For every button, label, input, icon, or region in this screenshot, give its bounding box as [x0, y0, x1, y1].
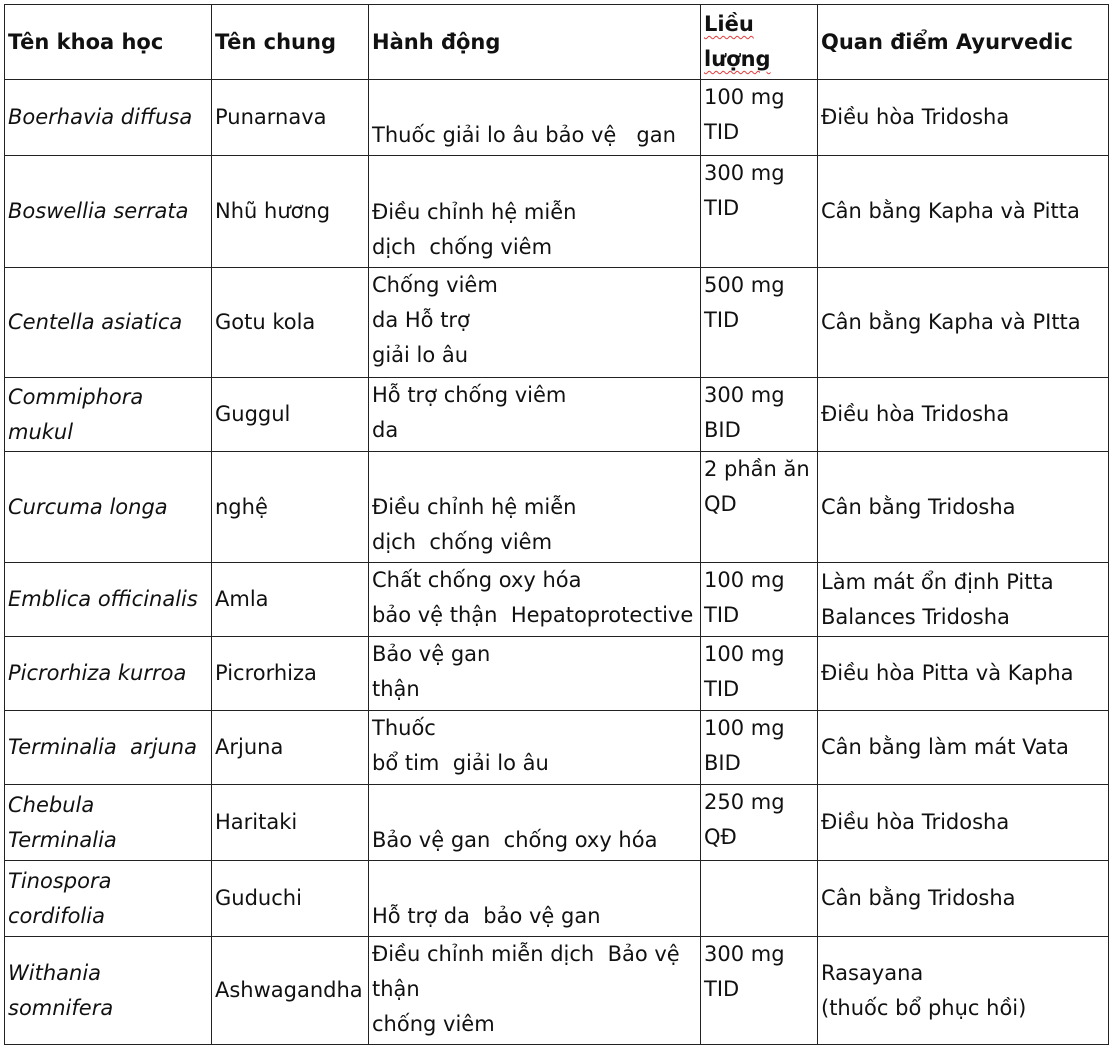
common-name-cell: nghệ	[212, 452, 369, 563]
ayurvedic-cell-line: Điều hòa Tridosha	[821, 402, 1010, 426]
ayurvedic-cell-line: Cân bằng làm mát Vata	[821, 735, 1069, 759]
header-ayurvedic: Quan điểm Ayurvedic	[818, 5, 1109, 80]
action-cell-line: Thuốc giải lo âu bảo vệ gan	[372, 123, 676, 147]
ayurvedic-cell-line: Balances Tridosha	[821, 604, 1010, 629]
scientific-name-cell-line: mukul	[8, 419, 74, 444]
header-dose-line1: Liều	[704, 12, 754, 36]
dose-cell	[701, 452, 818, 563]
ayurvedic-cell-line: Điều hòa Pitta và Kapha	[821, 661, 1074, 685]
action-cell-line: Hỗ trợ chống viêm	[372, 383, 567, 407]
dose-cell	[701, 156, 818, 268]
dose-cell	[701, 861, 818, 937]
scientific-name-cell	[5, 378, 212, 452]
dose-cell-line: TID	[704, 196, 740, 220]
ayurvedic-cell-line: Rasayana	[821, 960, 924, 985]
table-row	[5, 785, 1109, 861]
action-cell-line: giải lo âu	[372, 343, 469, 367]
scientific-name-cell-line: Boerhavia diffusa	[8, 105, 193, 129]
ayurvedic-cell	[818, 937, 1109, 1045]
scientific-name-cell-line: cordifolia	[8, 903, 105, 928]
action-cell-line: Bảo vệ gan	[372, 642, 491, 666]
scientific-name-cell-line: Commiphora	[8, 384, 144, 409]
header-common-name: Tên chung	[212, 5, 369, 80]
ayurvedic-cell-line: Điều hòa Tridosha	[821, 810, 1010, 834]
scientific-name-cell	[5, 785, 212, 861]
common-name-cell: Punarnava	[212, 80, 369, 156]
action-cell-line: Chống viêm	[372, 273, 498, 297]
scientific-name-cell	[5, 268, 212, 378]
dose-cell-line: 300 mg	[704, 161, 785, 185]
action-cell	[369, 156, 701, 268]
action-cell-line: Điều chỉnh miễn dịch Bảo vệ	[372, 942, 680, 966]
action-cell	[369, 452, 701, 563]
action-cell	[369, 861, 701, 937]
action-cell-line: Hỗ trợ da bảo vệ gan	[372, 904, 601, 928]
dose-cell-line: 100 mg	[704, 716, 785, 740]
ayurvedic-cell-line: Cân bằng Kapha và PItta	[821, 310, 1081, 334]
scientific-name-cell-line: Tinospora	[8, 868, 112, 893]
dose-cell-line: TID	[704, 977, 740, 1001]
scientific-name-cell-line: Curcuma longa	[8, 494, 168, 519]
table-row	[5, 80, 1109, 156]
dose-cell-line: 250 mg	[704, 790, 785, 814]
table-row	[5, 452, 1109, 563]
action-cell-line: da	[372, 418, 399, 442]
scientific-name-cell	[5, 937, 212, 1045]
action-cell	[369, 378, 701, 452]
action-cell-line: dịch chống viêm	[372, 235, 553, 259]
ayurvedic-cell-line: Cân bằng Kapha và Pitta	[821, 199, 1080, 223]
scientific-name-cell-line: Withania	[8, 960, 102, 985]
ayurvedic-cell	[818, 637, 1109, 711]
dose-cell-line: 300 mg	[704, 383, 785, 407]
ayurvedic-cell	[818, 378, 1109, 452]
scientific-name-cell	[5, 452, 212, 563]
ayurvedic-cell-line: (thuốc bổ phục hồi)	[821, 995, 1027, 1020]
table-row	[5, 268, 1109, 378]
action-cell	[369, 785, 701, 861]
action-cell-line: Điều chỉnh hệ miễn	[372, 495, 577, 519]
common-name-cell: Ashwagandha	[212, 937, 369, 1045]
action-cell	[369, 80, 701, 156]
dose-cell-line: 100 mg	[704, 85, 785, 109]
common-name-cell: Arjuna	[212, 711, 369, 785]
ayurvedic-cell-line: Cân bằng Tridosha	[821, 886, 1016, 910]
ayurvedic-cell-line: Làm mát ổn định Pitta	[821, 569, 1054, 594]
dose-cell-line: QD	[704, 492, 737, 516]
common-name-cell: Nhũ hương	[212, 156, 369, 268]
ayurvedic-cell	[818, 452, 1109, 563]
action-cell-line: da Hỗ trợ	[372, 308, 470, 332]
action-cell-line: bảo vệ thận Hepatoprotective	[372, 603, 694, 627]
dose-cell	[701, 637, 818, 711]
table-row	[5, 637, 1109, 711]
header-dose	[701, 5, 818, 80]
scientific-name-cell-line: Terminalia	[8, 827, 117, 852]
scientific-name-cell-line: Picrorhiza kurroa	[8, 661, 187, 685]
action-cell	[369, 711, 701, 785]
common-name-cell: Guggul	[212, 378, 369, 452]
common-name-cell: Picrorhiza	[212, 637, 369, 711]
ayurvedic-cell-line: Điều hòa Tridosha	[821, 105, 1010, 129]
ayurvedic-cell	[818, 563, 1109, 637]
scientific-name-cell	[5, 861, 212, 937]
scientific-name-cell-line: somnifera	[8, 995, 114, 1020]
action-cell-line: dịch chống viêm	[372, 530, 553, 554]
scientific-name-cell	[5, 563, 212, 637]
action-cell-line: thận	[372, 977, 420, 1001]
scientific-name-cell	[5, 80, 212, 156]
action-cell-line: Thuốc	[372, 716, 436, 740]
dose-cell-line: TID	[704, 677, 740, 701]
ayurvedic-cell	[818, 268, 1109, 378]
header-scientific-name: Tên khoa học	[5, 5, 212, 80]
action-cell-line: bổ tim giải lo âu	[372, 751, 549, 775]
ayurvedic-cell-line: Cân bằng Tridosha	[821, 494, 1016, 519]
ayurvedic-cell	[818, 156, 1109, 268]
dose-cell-line: BID	[704, 418, 741, 442]
dose-cell	[701, 268, 818, 378]
action-cell-line: chống viêm	[372, 1012, 495, 1036]
herb-table	[4, 4, 1109, 1045]
dose-cell-line: TID	[704, 120, 740, 144]
common-name-cell: Guduchi	[212, 861, 369, 937]
ayurvedic-cell	[818, 861, 1109, 937]
table-row	[5, 156, 1109, 268]
scientific-name-cell	[5, 711, 212, 785]
header-dose-line2: lượng	[704, 47, 771, 71]
scientific-name-cell-line: Emblica officinalis	[8, 587, 198, 611]
table-row	[5, 378, 1109, 452]
dose-cell	[701, 711, 818, 785]
dose-cell	[701, 937, 818, 1045]
action-cell	[369, 637, 701, 711]
table-row	[5, 937, 1109, 1045]
scientific-name-cell-line: Terminalia arjuna	[8, 735, 197, 759]
action-cell-line: Chất chống oxy hóa	[372, 568, 582, 592]
scientific-name-cell	[5, 156, 212, 268]
action-cell	[369, 268, 701, 378]
table-row	[5, 711, 1109, 785]
dose-cell-line: 100 mg	[704, 568, 785, 592]
action-cell	[369, 937, 701, 1045]
ayurvedic-cell	[818, 785, 1109, 861]
dose-cell-line: BID	[704, 751, 741, 775]
dose-cell	[701, 785, 818, 861]
action-cell-line: Bảo vệ gan chống oxy hóa	[372, 828, 658, 852]
dose-cell	[701, 80, 818, 156]
scientific-name-cell-line: Boswellia serrata	[8, 199, 189, 223]
dose-cell-line: 300 mg	[704, 942, 785, 966]
common-name-cell: Gotu kola	[212, 268, 369, 378]
dose-cell-line: TID	[704, 308, 740, 332]
dose-cell-line: 500 mg	[704, 273, 785, 297]
common-name-cell: Haritaki	[212, 785, 369, 861]
table-row	[5, 563, 1109, 637]
dose-cell-line: 2 phần ăn	[704, 457, 810, 481]
header-action: Hành động	[369, 5, 701, 80]
dose-cell	[701, 563, 818, 637]
dose-cell-line: QĐ	[704, 825, 737, 849]
action-cell-line: Điều chỉnh hệ miễn	[372, 200, 577, 224]
header-row	[5, 5, 1109, 80]
action-cell-line: thận	[372, 677, 420, 701]
action-cell	[369, 563, 701, 637]
scientific-name-cell-line: Chebula	[8, 792, 95, 817]
ayurvedic-cell	[818, 80, 1109, 156]
dose-cell-line: 100 mg	[704, 642, 785, 666]
dose-cell-line: TID	[704, 603, 740, 627]
ayurvedic-cell	[818, 711, 1109, 785]
dose-cell	[701, 378, 818, 452]
table-row	[5, 861, 1109, 937]
scientific-name-cell	[5, 637, 212, 711]
scientific-name-cell-line: Centella asiatica	[8, 310, 183, 334]
common-name-cell: Amla	[212, 563, 369, 637]
